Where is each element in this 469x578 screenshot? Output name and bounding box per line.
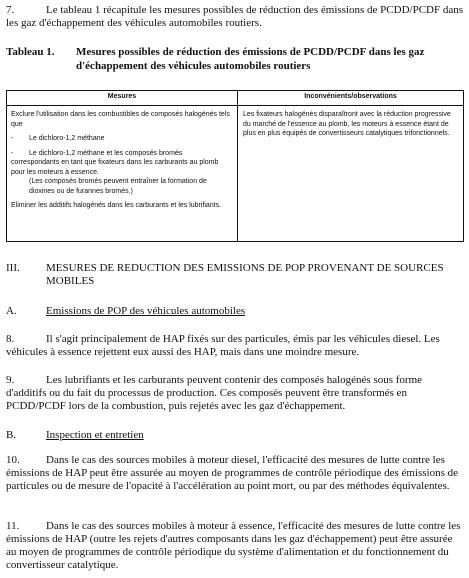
paragraph-8 <box>6 333 464 359</box>
mesures-item-1-text: Le dichloro-1,2 méthane <box>29 135 105 142</box>
paragraph-text: Les lubrifiants et les carburants peuvent contenir des composés halogénés sous forme d'additifs ou du fait du processus de production. Ces composés peuvent être transformés en PCDD/PCDF lors de la combustion, puis rejetés avec les gaz d'échappement. <box>6 374 423 412</box>
table-header-mesures: Mesures <box>107 93 137 100</box>
list-dash: - <box>11 149 14 157</box>
mesures-item-2-text: Le dichloro-1,2 méthane et les composés bromés correspondants en tant que fixateurs dans les carburants au plomb pour les moteurs à essence. <box>11 149 219 176</box>
paragraph-7 <box>6 4 464 30</box>
mesures-item-2-note: (Les composés bromés peuvent entraîner la formation de dioxines ou de furannes bromés.) <box>29 178 207 195</box>
paragraph-text: Il s'agit principalement de HAP fixés sur des particules, émis par les véhicules diesel. Les véhicules à essence rejettent eux aussi des HAP, mais dans une moindre mesure. <box>6 333 440 358</box>
paragraph-text: Dans le cas des sources mobiles à moteur à essence, l'efficacité des mesures de lutte contre les émissions de HAP (outre les rejets d'autres composants dans les gaz d'échappement) peut être assurée au moyen de programmes de contrôle périodique du système d'alimentation et du fonctionnement du convertisseur catalytique. <box>6 520 461 571</box>
subsection-letter: A. <box>6 305 17 317</box>
list-dash: - <box>11 135 14 142</box>
table-column-divider <box>237 91 238 241</box>
paragraph-number: 10. <box>6 454 20 466</box>
table-cell-observations <box>243 110 457 144</box>
paragraph-text: Dans le cas des sources mobiles à moteur diesel, l'efficacité des mesures de lutte contre les émissions de HAP peut être assurée au moyen de programmes de contrôle périodique des émissions de particules ou de mesure de l'opacité à l'accélération au point mort, ou par des méthodes équivalentes. <box>6 454 459 492</box>
subsection-title: Emissions de POP des véhicules automobiles <box>46 305 246 317</box>
paragraph-number: 7. <box>6 4 15 16</box>
mesures-item-1 <box>11 134 231 144</box>
section-title: MESURES DE REDUCTION DES EMISSIONS DE POP PROVENANT DE SOURCES MOBILES <box>46 262 444 287</box>
section-number: III. <box>6 262 20 274</box>
table-header-inconvenients: Inconvénients/observations <box>304 93 397 100</box>
paragraph-number: 8. <box>6 333 15 345</box>
paragraph-text: Le tableau 1 récapitule les mesures possibles de réduction des émissions de PCDD/PCDF dans les gaz d'échappement des véhicules automobiles routiers. <box>6 4 464 29</box>
paragraph-number: 9. <box>6 374 15 386</box>
table-label: Tableau 1. <box>6 46 55 58</box>
subsection-heading-a <box>6 305 245 318</box>
table-cell-mesures <box>11 110 231 216</box>
section-heading-iii <box>6 262 464 288</box>
paragraph-11 <box>6 520 464 572</box>
table-caption <box>6 45 466 73</box>
mesures-intro: Exclure l'utilisation dans les combustibles de composés halogénés tels que <box>11 111 230 128</box>
table-title: Mesures possibles de réduction des émissions de PCDD/PCDF dans les gaz d'échappement des véhicules automobiles routiers <box>76 46 425 72</box>
observations-text: Les fixateurs halogénés disparaîtront avec la réduction progressive du marché de l'essence au plomb, les moteurs à essence étant de plus en plus équipés de convertisseurs catalytiques trifonctionnels. <box>243 111 451 137</box>
table-header-divider <box>7 105 463 106</box>
paragraph-10 <box>6 454 464 493</box>
subsection-title: Inspection et entretien <box>46 429 144 441</box>
mesures-last: Eliminer les additifs halogénés dans les carburants et les lubrifiants. <box>11 202 222 209</box>
mesures-item-2 <box>11 149 231 178</box>
subsection-heading-b <box>6 429 144 442</box>
subsection-letter: B. <box>6 429 17 441</box>
measures-table <box>6 90 464 242</box>
paragraph-9 <box>6 374 464 413</box>
paragraph-number: 11. <box>6 520 20 532</box>
